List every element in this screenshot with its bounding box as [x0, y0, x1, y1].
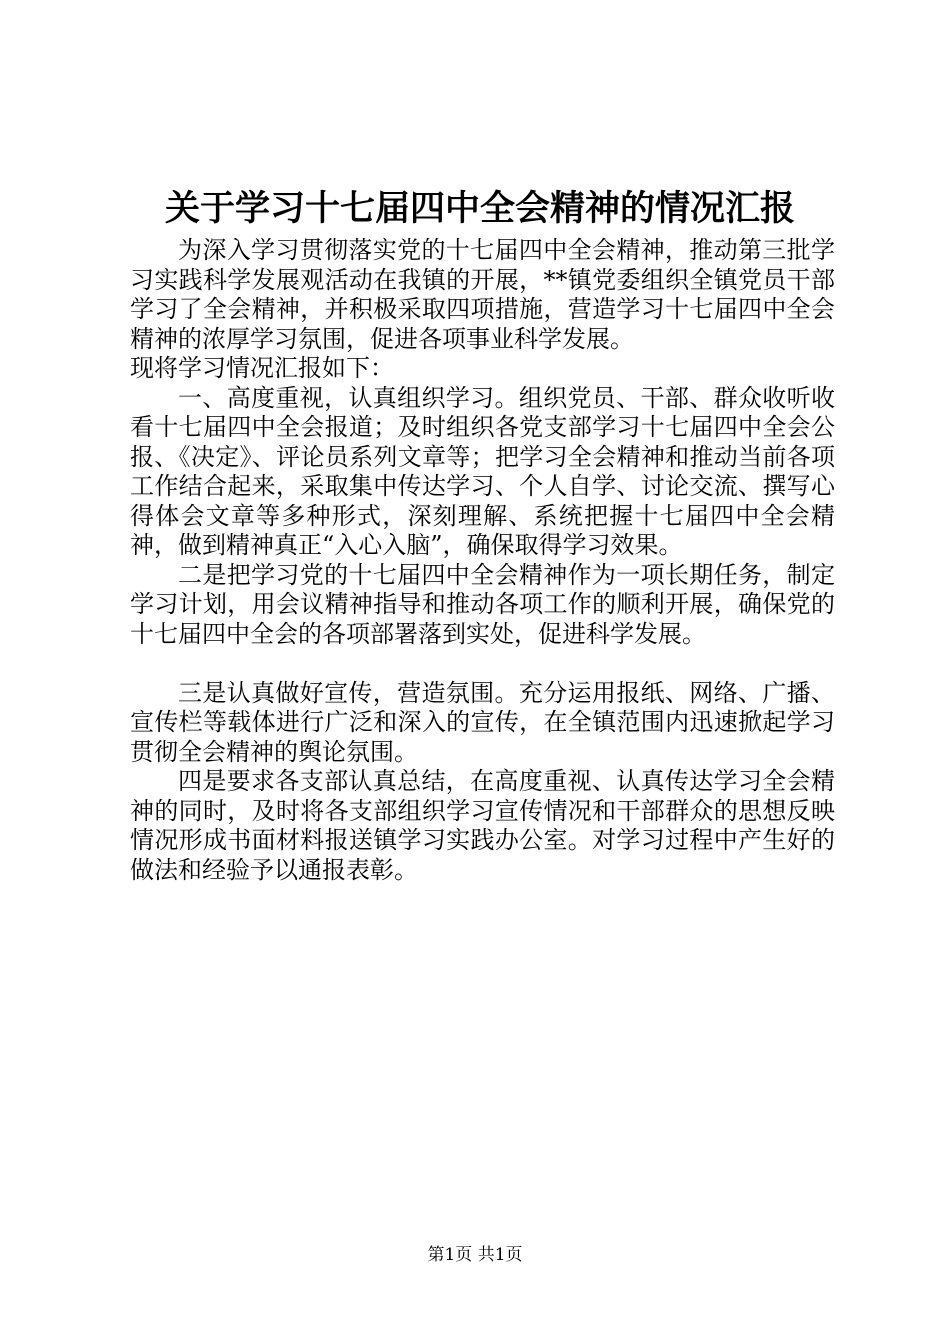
- paragraph-intro: 为深入学习贯彻落实党的十七届四中全会精神，推动第三批学习实践科学发展观活动在我镇的开展，**镇党委组织全镇党员干部学习了全会精神，并积极采取四项措施，营造学习十七届四中全会精神的浓厚学习氛围，促进各项事业科学发展。: [130, 236, 835, 353]
- paragraph-lead-in: 现将学习情况汇报如下：: [130, 354, 394, 382]
- paragraph-item-1: 一、高度重视，认真组织学习。组织党员、干部、群众收听收看十七届四中全会报道；及时组织各党支部学习十七届四中全会公报、《决定》、评论员系列文章等；把学习全会精神和推动当前各项工作结合起来，采取集中传达学习、个人自学、讨论交流、撰写心得体会文章等多种形式，深刻理解、系统把握十七届四中全会精神，做到精神真正“入心入脑”，确保取得学习效果。: [130, 383, 835, 559]
- paragraph-item-3: 三是认真做好宣传，营造氛围。充分运用报纸、网络、广播、宣传栏等载体进行广泛和深入的宣传，在全镇范围内迅速掀起学习贯彻全会精神的舆论氛围。: [130, 678, 835, 766]
- document-body: [130, 236, 835, 885]
- page-number: 第1页 共1页: [427, 1245, 523, 1265]
- paragraph-item-2: 二是把学习党的十七届四中全会精神作为一项长期任务，制定学习计划，用会议精神指导和推动各项工作的顺利开展，确保党的十七届四中全会的各项部署落到实处，促进科学发展。: [130, 560, 835, 648]
- document-title: 关于学习十七届四中全会精神的情况汇报: [164, 188, 795, 229]
- paragraph-item-4: 四是要求各支部认真总结，在高度重视、认真传达学习全会精神的同时，及时将各支部组织学习宣传情况和干部群众的思想反映情况形成书面材料报送镇学习实践办公室。对学习过程中产生好的做法和经验予以通报表彰。: [130, 767, 835, 884]
